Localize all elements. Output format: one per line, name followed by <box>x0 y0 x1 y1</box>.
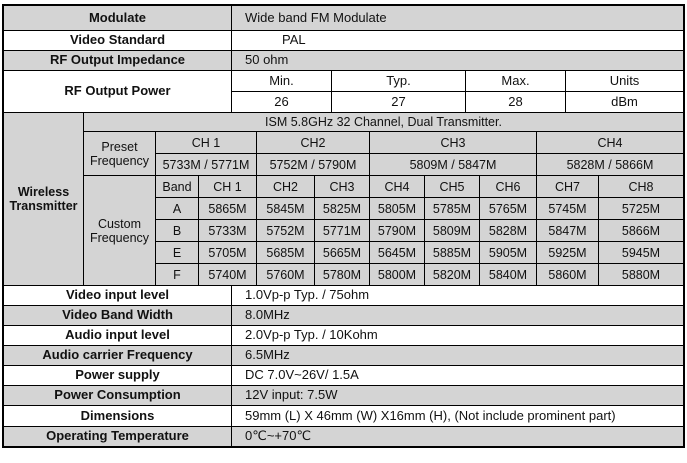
spec-label-operating-temperature: Operating Temperature <box>4 426 232 446</box>
spec-value-video-input-level: 1.0Vp-p Typ. / 75ohm <box>232 286 683 306</box>
rf-power-value-typ: 27 <box>332 92 466 113</box>
spec-table-top-section <box>4 6 683 113</box>
custom-ch-header: CH 1 <box>199 176 257 198</box>
wireless-transmitter-section <box>4 113 683 286</box>
custom-freq-cell: 5828M <box>480 220 537 242</box>
preset-ch-header: CH4 <box>537 132 683 154</box>
custom-freq-cell: 5925M <box>537 242 599 264</box>
custom-freq-cell: 5665M <box>315 242 370 264</box>
spec-value-power-supply: DC 7.0V~26V/ 1.5A <box>232 366 683 386</box>
preset-frequency-value: 5828M / 5866M <box>537 154 683 176</box>
spec-label-video-input-level: Video input level <box>4 286 232 306</box>
custom-ch-header: CH7 <box>537 176 599 198</box>
custom-freq-cell: 5740M <box>199 264 257 286</box>
custom-freq-cell: 5809M <box>425 220 480 242</box>
spec-label-modulate: Modulate <box>4 6 232 31</box>
custom-ch-header: CH6 <box>480 176 537 198</box>
preset-frequency-value: 5809M / 5847M <box>370 154 537 176</box>
custom-freq-cell: 5860M <box>537 264 599 286</box>
spec-label-audio-input-level: Audio input level <box>4 326 232 346</box>
custom-freq-cell: 5733M <box>199 220 257 242</box>
custom-freq-cell: 5760M <box>257 264 315 286</box>
spec-value-audio-carrier-frequency: 6.5MHz <box>232 346 683 366</box>
band-letter: A <box>156 198 199 220</box>
custom-ch-header: CH2 <box>257 176 315 198</box>
custom-freq-cell: 5805M <box>370 198 425 220</box>
custom-frequency-label: Custom Frequency <box>84 176 156 286</box>
spec-value-audio-input-level: 2.0Vp-p Typ. / 10Kohm <box>232 326 683 346</box>
spec-value-dimensions: 59mm (L) X 46mm (W) X16mm (H), (Not include prominent part) <box>232 406 683 426</box>
spec-value-power-consumption: 12V input: 7.5W <box>232 386 683 406</box>
spec-value-rf-output-impedance: 50 ohm <box>232 51 683 71</box>
custom-freq-cell: 5945M <box>599 242 683 264</box>
custom-freq-cell: 5771M <box>315 220 370 242</box>
custom-freq-cell: 5865M <box>199 198 257 220</box>
preset-frequency-label: Preset Frequency <box>84 132 156 176</box>
page <box>2 4 685 448</box>
custom-freq-cell: 5705M <box>199 242 257 264</box>
rf-power-header-min: Min. <box>232 71 332 92</box>
preset-frequency-value: 5733M / 5771M <box>156 154 257 176</box>
spec-table <box>2 4 685 448</box>
rf-power-value-max: 28 <box>466 92 566 113</box>
custom-freq-cell: 5645M <box>370 242 425 264</box>
custom-freq-cell: 5790M <box>370 220 425 242</box>
spec-label-wireless-transmitter: Wireless Transmitter <box>4 113 84 286</box>
spec-label-video-band-width: Video Band Width <box>4 306 232 326</box>
spec-value-operating-temperature: 0℃~+70℃ <box>232 426 683 446</box>
preset-ch-header: CH3 <box>370 132 537 154</box>
custom-freq-cell: 5745M <box>537 198 599 220</box>
preset-frequency-value: 5752M / 5790M <box>257 154 370 176</box>
spec-label-rf-output-impedance: RF Output Impedance <box>4 51 232 71</box>
band-letter: B <box>156 220 199 242</box>
spec-label-audio-carrier-frequency: Audio carrier Frequency <box>4 346 232 366</box>
custom-ch-header: CH5 <box>425 176 480 198</box>
rf-power-header-max: Max. <box>466 71 566 92</box>
spec-label-rf-output-power: RF Output Power <box>4 71 232 113</box>
wireless-banner: ISM 5.8GHz 32 Channel, Dual Transmitter. <box>84 113 683 132</box>
custom-freq-cell: 5880M <box>599 264 683 286</box>
custom-freq-cell: 5905M <box>480 242 537 264</box>
custom-freq-cell: 5685M <box>257 242 315 264</box>
custom-freq-cell: 5885M <box>425 242 480 264</box>
spec-table-bottom-section <box>4 286 683 446</box>
band-letter: E <box>156 242 199 264</box>
custom-freq-cell: 5752M <box>257 220 315 242</box>
custom-freq-cell: 5840M <box>480 264 537 286</box>
spec-label-dimensions: Dimensions <box>4 406 232 426</box>
custom-freq-cell: 5825M <box>315 198 370 220</box>
spec-value-modulate: Wide band FM Modulate <box>232 6 683 31</box>
custom-ch-header: CH4 <box>370 176 425 198</box>
preset-ch-header: CH 1 <box>156 132 257 154</box>
spec-label-power-consumption: Power Consumption <box>4 386 232 406</box>
rf-power-value-units: dBm <box>566 92 683 113</box>
rf-power-header-typ: Typ. <box>332 71 466 92</box>
custom-ch-header: CH8 <box>599 176 683 198</box>
rf-power-header-units: Units <box>566 71 683 92</box>
spec-value-video-standard: PAL <box>232 31 683 51</box>
band-header: Band <box>156 176 199 198</box>
custom-freq-cell: 5845M <box>257 198 315 220</box>
custom-freq-cell: 5800M <box>370 264 425 286</box>
custom-freq-cell: 5847M <box>537 220 599 242</box>
custom-freq-cell: 5785M <box>425 198 480 220</box>
spec-label-power-supply: Power supply <box>4 366 232 386</box>
custom-ch-header: CH3 <box>315 176 370 198</box>
spec-value-video-band-width: 8.0MHz <box>232 306 683 326</box>
spec-label-video-standard: Video Standard <box>4 31 232 51</box>
preset-ch-header: CH2 <box>257 132 370 154</box>
custom-freq-cell: 5780M <box>315 264 370 286</box>
custom-freq-cell: 5765M <box>480 198 537 220</box>
custom-freq-cell: 5866M <box>599 220 683 242</box>
custom-freq-cell: 5725M <box>599 198 683 220</box>
band-letter: F <box>156 264 199 286</box>
custom-freq-cell: 5820M <box>425 264 480 286</box>
rf-power-value-min: 26 <box>232 92 332 113</box>
